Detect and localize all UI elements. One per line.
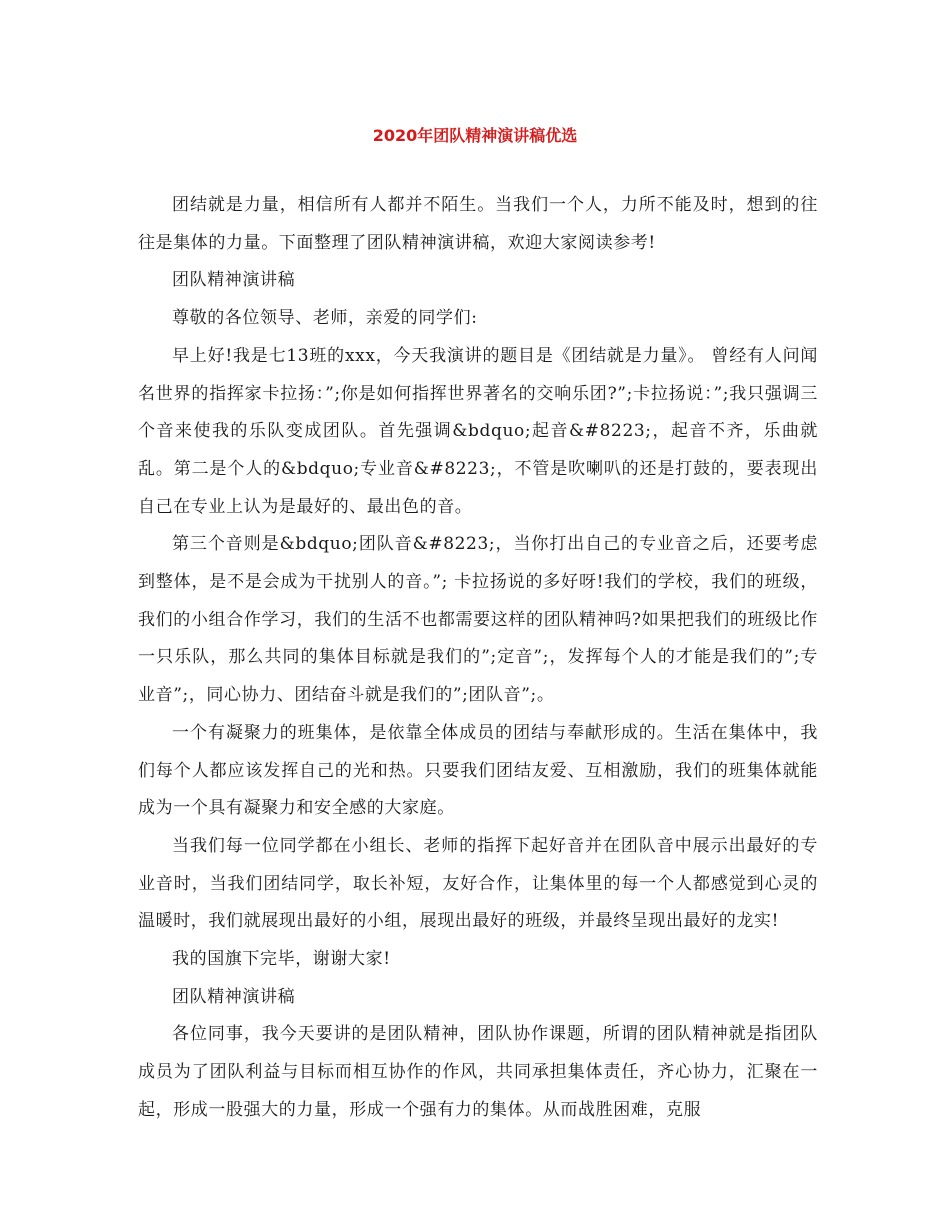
intro-paragraph: 团结就是力量，相信所有人都并不陌生。当我们一个人，力所不能及时，想到的往往是集体的力量。下面整理了团队精神演讲稿，欢迎大家阅读参考! [138,195,818,253]
section-heading: 团队精神演讲稿 [172,270,296,291]
body-paragraph: 当我们每一位同学都在小组长、老师的指挥下起好音并在团队音中展示出最好的专业音时，当我们团结同学，取长补短，友好合作，让集体里的每一个人都感觉到心灵的温暖时，我们就展现出最好的小组，展现出最好的班级，并最终呈现出最好的龙实! [138,835,818,932]
salutation: 尊敬的各位领导、老师，亲爱的同学们: [172,308,478,329]
section-heading: 团队精神演讲稿 [172,986,296,1007]
closing-line: 我的国旗下完毕，谢谢大家! [172,949,391,970]
body-paragraph: 一个有凝聚力的班集体，是依靠全体成员的团结与奉献形成的。生活在集体中，我们每个人都应该发挥自己的光和热。只要我们团结友爱、互相激励，我们的班集体就能成为一个具有凝聚力和安全感的大家庭。 [138,722,818,819]
document-body [138,187,818,1130]
body-paragraph: 各位同事，我今天要讲的是团队精神，团队协作课题，所谓的团队精神就是指团队成员为了团队利益与目标而相互协作的作风，共同承担集体责任，齐心协力，汇聚在一起，形成一股强大的力量，形成一个强有力的集体。从而战胜困难，克服 [138,1024,818,1120]
body-paragraph: 第三个音则是&bdquo;团队音&#8223;，当你打出自己的专业音之后，还要考虑到整体，是不是会成为干扰别人的音。”; 卡拉扬说的多好呀!我们的学校，我们的班级，我们的小组合作学习，我们的生活不也都需要这样的团队精神吗?如果把我们的班级比作一只乐队，那么共同的集体目标就是我们的”;定音”;，发挥每个人的才能是我们的”;专业音”;，同心协力、团结奋斗就是我们的”;团队音”;。 [138,534,818,706]
body-paragraph: 早上好!我是七13班的xxx，今天我演讲的题目是《团结就是力量》。 曾经有人问闻名世界的指挥家卡拉扬：”;你是如何指挥世界著名的交响乐团?”;卡拉扬说：”;我只强调三个音来使我的乐队变成团队。首先强调&bdquo;起音&#8223;，起音不齐，乐曲就乱。第二是个人的&bdquo;专业音&#8223;，不管是吹喇叭的还是打鼓的，要表现出自己在专业上认为是最好的、最出色的音。 [138,345,818,517]
document-title: 2020年团队精神演讲稿优选 [372,126,578,145]
